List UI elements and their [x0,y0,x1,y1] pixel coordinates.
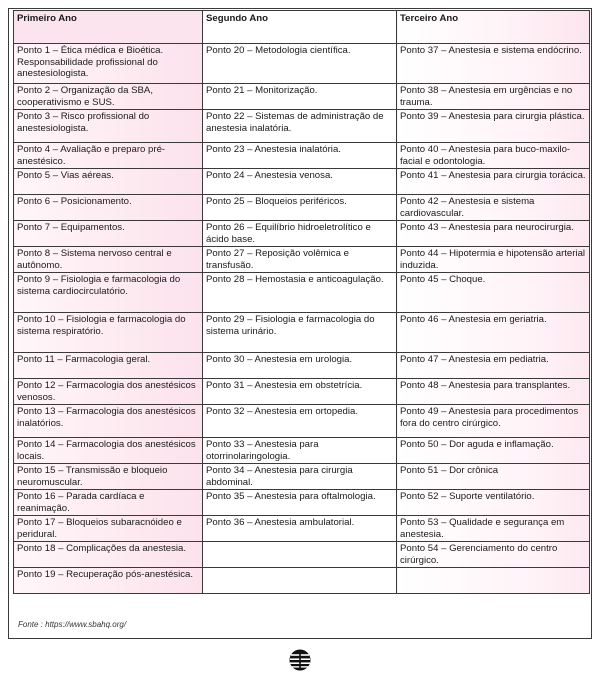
table-cell [203,568,397,594]
source-caption: Fonte : https://www.sbahq.org/ [18,620,127,629]
table-cell: Ponto 39 – Anestesia para cirurgia plástica. [397,110,590,143]
table-cell: Ponto 52 – Suporte ventilatório. [397,490,590,516]
table-cell: Ponto 20 – Metodologia científica. [203,44,397,84]
table-cell: Ponto 26 – Equilíbrio hidroeletrolítico e ácido base. [203,221,397,247]
header-terceiro-ano: Terceiro Ano [397,11,590,44]
table-row [14,405,590,438]
table-cell: Ponto 36 – Anestesia ambulatorial. [203,516,397,542]
table-cell: Ponto 18 – Complicações da anestesia. [14,542,203,568]
table-cell: Ponto 21 – Monitorização. [203,84,397,110]
table-row [14,195,590,221]
table-cell: Ponto 44 – Hipotermia e hipotensão arterial induzida. [397,247,590,273]
table-cell: Ponto 19 – Recuperação pós-anestésica. [14,568,203,594]
table-cell: Ponto 51 – Dor crônica [397,464,590,490]
table-cell: Ponto 54 – Gerenciamento do centro cirúrgico. [397,542,590,568]
table-cell: Ponto 11 – Farmacologia geral. [14,353,203,379]
table-cell: Ponto 17 – Bloqueios subaracnóideo e peridural. [14,516,203,542]
table-row [14,568,590,594]
table-cell: Ponto 23 – Anestesia inalatória. [203,143,397,169]
table-row [14,169,590,195]
table-cell: Ponto 34 – Anestesia para cirurgia abdominal. [203,464,397,490]
table-cell: Ponto 38 – Anestesia em urgências e no trauma. [397,84,590,110]
table-cell: Ponto 50 – Dor aguda e inflamação. [397,438,590,464]
table-frame [8,8,592,639]
table-row [14,273,590,313]
table-cell: Ponto 30 – Anestesia em urologia. [203,353,397,379]
table-cell: Ponto 25 – Bloqueios periféricos. [203,195,397,221]
table-cell: Ponto 37 – Anestesia e sistema endócrino. [397,44,590,84]
header-segundo-ano: Segundo Ano [203,11,397,44]
table-cell: Ponto 32 – Anestesia em ortopedia. [203,405,397,438]
table-row [14,516,590,542]
table-cell: Ponto 24 – Anestesia venosa. [203,169,397,195]
table-row [14,313,590,353]
table-header-row [14,11,590,44]
table-row [14,84,590,110]
table-cell: Ponto 47 – Anestesia em pediatria. [397,353,590,379]
table-cell: Ponto 27 – Reposição volêmica e transfusão. [203,247,397,273]
header-primeiro-ano: Primeiro Ano [14,11,203,44]
curriculum-table [13,10,590,594]
table-cell: Ponto 2 – Organização da SBA, cooperativismo e SUS. [14,84,203,110]
table-cell: Ponto 8 – Sistema nervoso central e autônomo. [14,247,203,273]
table-row [14,438,590,464]
sba-logo-icon [289,649,311,671]
table-row [14,247,590,273]
table-cell: Ponto 40 – Anestesia para buco-maxilo-facial e odontologia. [397,143,590,169]
table-cell: Ponto 53 – Qualidade e segurança em anestesia. [397,516,590,542]
table-cell: Ponto 35 – Anestesia para oftalmologia. [203,490,397,516]
table-cell: Ponto 22 – Sistemas de administração de anestesia inalatória. [203,110,397,143]
table-row [14,143,590,169]
table-cell: Ponto 16 – Parada cardíaca e reanimação. [14,490,203,516]
table-row [14,379,590,405]
table-cell: Ponto 41 – Anestesia para cirurgia torácica. [397,169,590,195]
table-row [14,542,590,568]
table-cell: Ponto 5 – Vias aéreas. [14,169,203,195]
table-row [14,464,590,490]
table-row [14,110,590,143]
table-cell: Ponto 14 – Farmacologia dos anestésicos locais. [14,438,203,464]
table-cell: Ponto 10 – Fisiologia e farmacologia do sistema respiratório. [14,313,203,353]
table-row [14,490,590,516]
table-cell: Ponto 12 – Farmacologia dos anestésicos venosos. [14,379,203,405]
table-cell: Ponto 1 – Ética médica e Bioética. Responsabilidade profissional do anestesiologista. [14,44,203,84]
table-cell: Ponto 9 – Fisiologia e farmacologia do sistema cardiocirculatório. [14,273,203,313]
table-cell: Ponto 3 – Risco profissional do anestesiologista. [14,110,203,143]
table-cell: Ponto 46 – Anestesia em geriatria. [397,313,590,353]
table-cell: Ponto 48 – Anestesia para transplantes. [397,379,590,405]
table-cell: Ponto 29 – Fisiologia e farmacologia do sistema urinário. [203,313,397,353]
table-cell: Ponto 42 – Anestesia e sistema cardiovascular. [397,195,590,221]
table-cell [397,568,590,594]
table-cell: Ponto 45 – Choque. [397,273,590,313]
table-cell [203,542,397,568]
table-cell: Ponto 33 – Anestesia para otorrinolaringologia. [203,438,397,464]
table-cell: Ponto 49 – Anestesia para procedimentos fora do centro cirúrgico. [397,405,590,438]
table-cell: Ponto 7 – Equipamentos. [14,221,203,247]
table-cell: Ponto 15 – Transmissão e bloqueio neuromuscular. [14,464,203,490]
table-cell: Ponto 6 – Posicionamento. [14,195,203,221]
table-row [14,221,590,247]
table-cell: Ponto 13 – Farmacologia dos anestésicos inalatórios. [14,405,203,438]
table-cell: Ponto 28 – Hemostasia e anticoagulação. [203,273,397,313]
table-cell: Ponto 4 – Avaliação e preparo pré-anestésico. [14,143,203,169]
table-cell: Ponto 43 – Anestesia para neurocirurgia. [397,221,590,247]
table-row [14,353,590,379]
table-row [14,44,590,84]
table-cell: Ponto 31 – Anestesia em obstetrícia. [203,379,397,405]
